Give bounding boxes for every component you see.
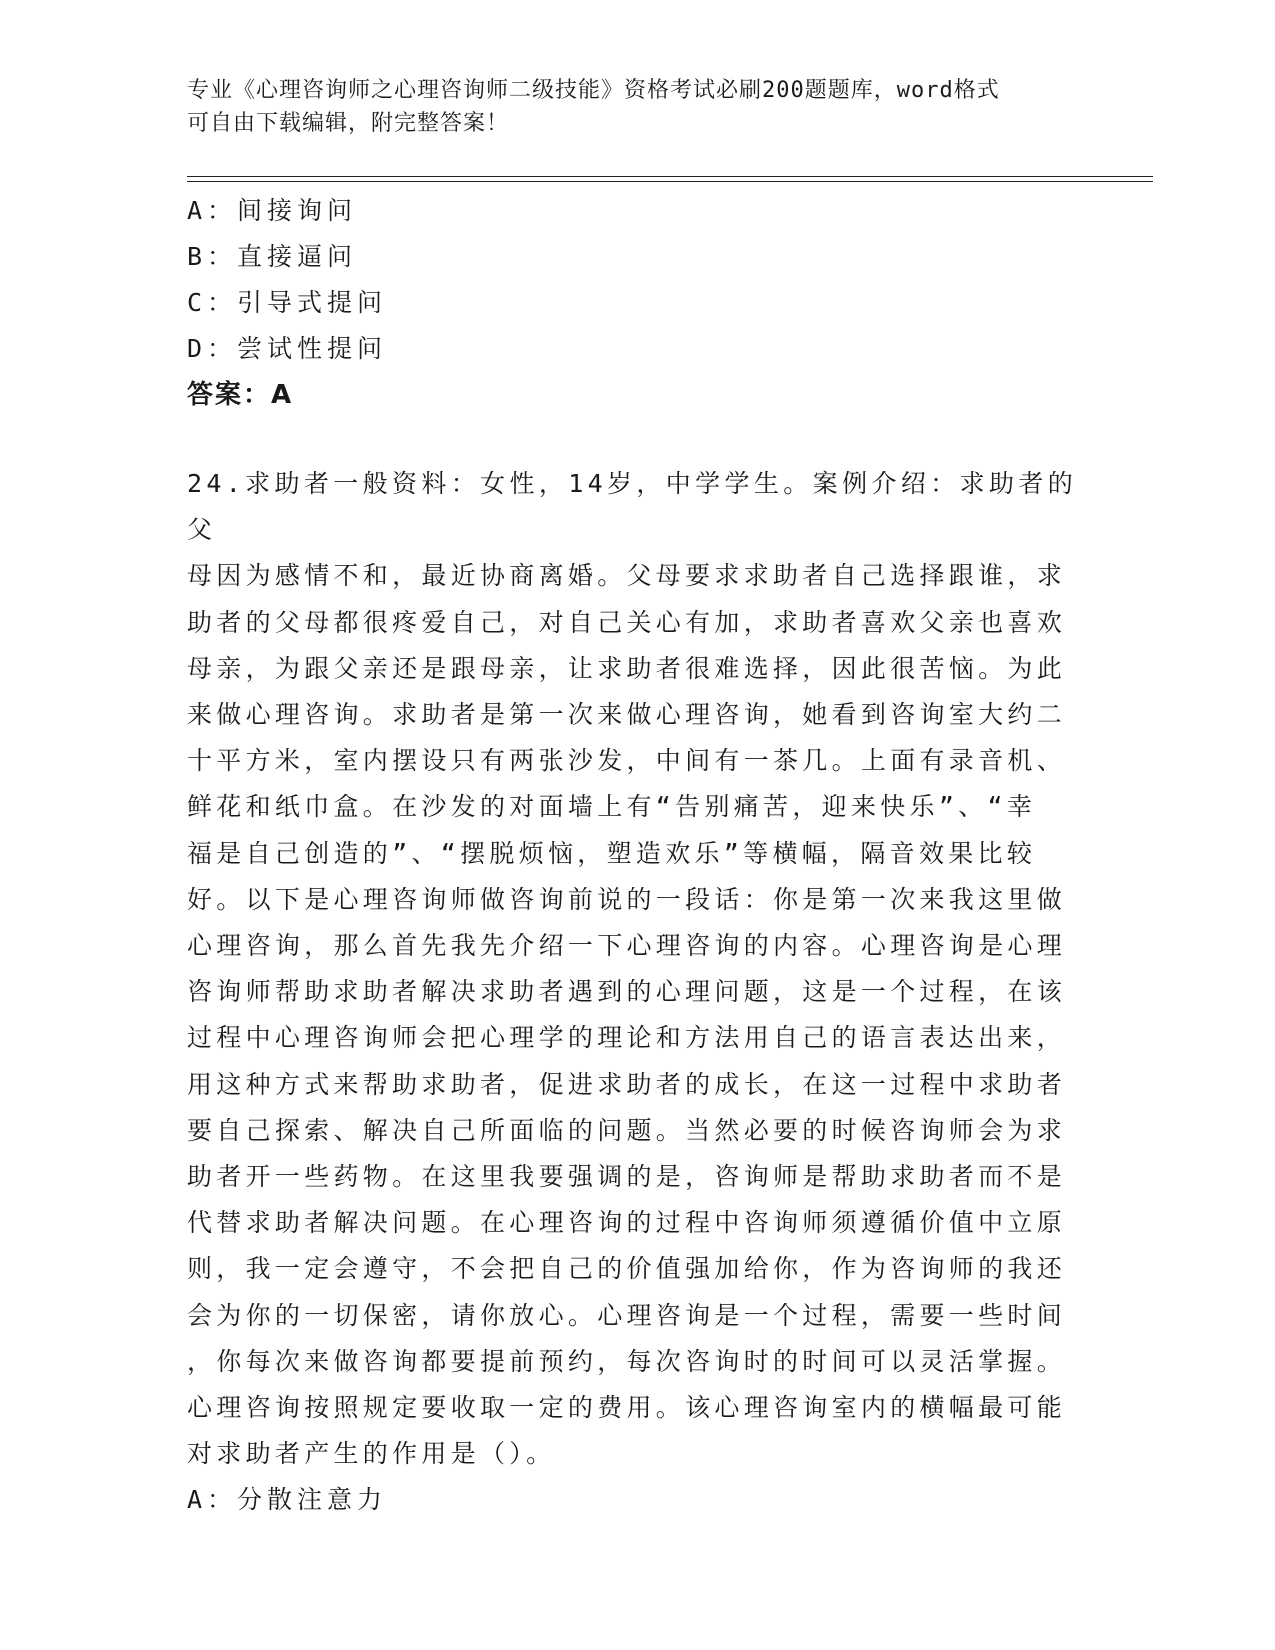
question-line: 过程中心理咨询师会把心理学的理论和方法用自己的语言表达出来， [187,1023,1067,1053]
question-line: 心理咨询按照规定要收取一定的费用。该心理咨询室内的横幅最可能 [187,1393,1067,1423]
question-line: 助者的父母都很疼爱自己，对自己关心有加，求助者喜欢父亲也喜欢 [187,607,1067,637]
option-a: A：间接询问 [187,196,358,225]
question-stem [187,461,1077,1477]
option-d: D：尝试性提问 [187,334,388,363]
header-divider [187,176,1153,182]
question-line: 要自己探索、解决自己所面临的问题。当然必要的时候咨询师会为求 [187,1115,1067,1145]
question-line: 代替求助者解决问题。在心理咨询的过程中咨询师须遵循价值中立原 [187,1208,1067,1238]
question-24 [187,461,1077,1523]
question-line: 母因为感情不和，最近协商离婚。父母要求求助者自己选择跟谁，求 [187,561,1067,591]
question-line: 对求助者产生的作用是（）。 [187,1439,556,1469]
question-line: 24.求助者一般资料：女性，14岁，中学学生。案例介绍：求助者的父 [187,469,1077,545]
previous-question-options [187,188,387,418]
option-b: B：直接逼问 [187,242,358,271]
question-line: 则，我一定会遵守，不会把自己的价值强加给你，作为咨询师的我还 [187,1254,1067,1284]
option-c: C：引导式提问 [187,288,388,317]
question-line: 母亲，为跟父亲还是跟母亲，让求助者很难选择，因此很苦恼。为此 [187,653,1067,683]
question-line: 福是自己创造的”、“摆脱烦恼，塑造欢乐”等横幅，隔音效果比较 [187,838,1037,868]
option-a: A：分散注意力 [187,1485,388,1515]
question-line: 会为你的一切保密，请你放心。心理咨询是一个过程，需要一些时间 [187,1300,1067,1330]
question-line: 好。以下是心理咨询师做咨询前说的一段话：你是第一次来我这里做 [187,884,1067,914]
question-line: 咨询师帮助求助者解决求助者遇到的心理问题，这是一个过程，在该 [187,977,1067,1007]
question-line: 心理咨询，那么首先我先介绍一下心理咨询的内容。心理咨询是心理 [187,931,1067,961]
question-line: 来做心理咨询。求助者是第一次来做心理咨询，她看到咨询室大约二 [187,700,1067,730]
page-header [187,74,1067,140]
question-line: 鲜花和纸巾盒。在沙发的对面墙上有“告别痛苦，迎来快乐”、“幸 [187,792,1037,822]
header-line: 可自由下载编辑，附完整答案！ [187,111,510,136]
answer-line: 答案：A [187,380,294,410]
question-line: 十平方米，室内摆设只有两张沙发，中间有一茶几。上面有录音机、 [187,746,1067,776]
header-line: 专业《心理咨询师之心理咨询师二级技能》资格考试必刷200题题库，word格式 [187,78,1000,103]
question-line: 用这种方式来帮助求助者，促进求助者的成长，在这一过程中求助者 [187,1069,1067,1099]
question-line: ，你每次来做咨询都要提前预约，每次咨询时的时间可以灵活掌握。 [187,1346,1067,1376]
question-line: 助者开一些药物。在这里我要强调的是，咨询师是帮助求助者而不是 [187,1162,1067,1192]
